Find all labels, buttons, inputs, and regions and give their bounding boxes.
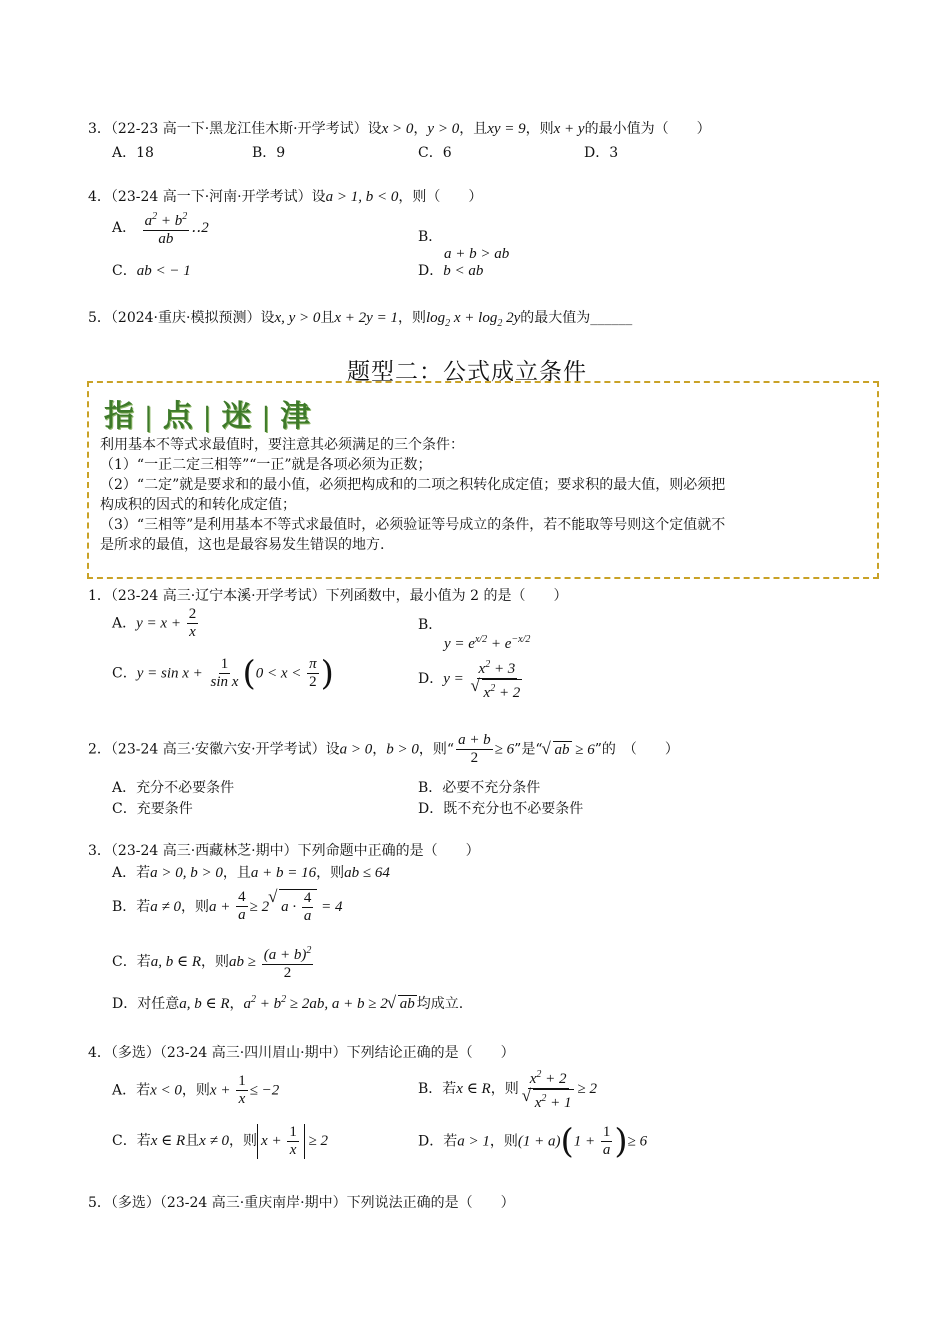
q4a-option-c: C．ab < − 1 (112, 263, 191, 279)
q3a-option-c: C．6 (418, 145, 452, 161)
q3-option-a: A．若a > 0, b > 0，且a + b = 16，则ab ≤ 64 (112, 865, 390, 881)
q4-stem: 4．（多选）（23-24 高三·四川眉山·期中）下列结论正确的是（ ） (88, 1045, 515, 1061)
q3-option-c: C．若a, b ∈ R，则ab ≥ $\frac{(a + b)^2}{2}$ (112, 942, 315, 982)
q3a-option-a: A．18 (112, 145, 154, 161)
q3a-option-d: D．3 (584, 145, 619, 161)
q4a-option-a: A． $\frac{a^2 + b^2}{ab}$ ‥2 (112, 208, 209, 248)
section-title: 题型二：公式成立条件 (347, 359, 587, 385)
q4-option-a: A．若x < 0，则x + $\frac{1}{x}$ ≤ −2 (112, 1073, 280, 1107)
q3-option-d: D．对任意a, b ∈ R，$a^2 + b^2 \ge 2ab$, a + b ≥ 2√ ab 均成立. (112, 993, 463, 1013)
q4a-option-d: D．b < ab (418, 263, 484, 279)
tips-title: 指 | 点 | 迷 | 津 (104, 399, 315, 434)
q2-stem: 2．（23-24 高三·安徽六安·开学考试）设a > 0，b > 0，则“ $\frac{a + b}{2}$ ≥ 6”是“√ ab ≥ 6”的 （ ） (88, 732, 679, 767)
q3-option-b: B．若a ≠ 0，则a + $\frac{4}{a}$ ≥ 2√ a · $\frac{4}{a}$ = 4 (112, 889, 343, 925)
q2-option-d: D．既不充分也不必要条件 (418, 801, 584, 817)
q5-stem: 5．（多选）（23-24 高三·重庆南岸·期中）下列说法正确的是（ ） (88, 1195, 515, 1211)
q2-option-b: B．必要不充分条件 (418, 780, 541, 796)
q4a-stem: 4．（23-24 高一下·河南·开学考试）设a > 1, b < 0，则（ ） (88, 189, 483, 205)
q3-stem: 3．（23-24 高三·西藏林芝·期中）下列命题中正确的是（ ） (88, 843, 480, 859)
tips-line-3: （2）“二定”就是要求和的最小值，必须把构成和的二项之积转化成定值；要求积的最大值，则必须把 (100, 477, 726, 493)
q3a-stem: 3．（22-23 高一下·黑龙江佳木斯·开学考试）设x > 0，y > 0，且xy = 9，则x + y的最小值为（ ） (88, 121, 711, 137)
tips-line-5: （3）“三相等”是利用基本不等式求最值时，必须验证等号成立的条件，若不能取等号则这个定值就不 (100, 517, 726, 533)
q2-option-c: C．充要条件 (112, 801, 193, 817)
q1-option-d: D．y = $x^2 + 3$ √ $x^2 + 2$ (418, 656, 526, 702)
q4-option-c: C．若x ∈ R且x ≠ 0，则 x + $\frac{1}{x}$ ≥ 2 (112, 1124, 329, 1158)
tips-line-6: 是所求的最值，这也是最容易发生错误的地方. (100, 537, 385, 553)
tips-line-2: （1）“一正二定三相等”“一正”就是各项必须为正数； (100, 457, 432, 473)
q1-option-c: C．y = sin x + $\frac{1}{\text{sin x}}$ (0 < x < $\frac{\pi}{2}$ ) (112, 653, 334, 694)
q5a-stem: 5．（2024·重庆·模拟预测）设x, y > 0且x + 2y = 1，则$\log_2 x + \log_2 2y$的最大值为______ (88, 310, 633, 329)
q3a-option-b: B．9 (252, 145, 286, 161)
q1-option-b: B． $y = e^{x/2} + e^{-x/2}$ (418, 617, 531, 652)
tips-line-4: 构成积的因式的和转化成定值； (100, 497, 296, 513)
q4-option-d: D．若a > 1，则(1 + a)(1 + $\frac{1}{a}$ )≥ 6 (418, 1121, 648, 1162)
q4a-option-b: B． a + b > ab (418, 229, 510, 262)
q4-option-b: B．若x ∈ R，则 $x^2 + 2$ √ $x^2 + 1$ ≥ 2 (418, 1066, 597, 1112)
q2-option-a: A．充分不必要条件 (112, 780, 235, 796)
tips-line-1: 利用基本不等式求最值时，要注意其必须满足的三个条件： (100, 437, 464, 453)
q1-stem: 1．（23-24 高三·辽宁本溪·开学考试）下列函数中，最小值为 2 的是（ ） (88, 588, 568, 604)
q1-option-a: A．y = x + $\frac{2}{x}$ (112, 606, 197, 640)
